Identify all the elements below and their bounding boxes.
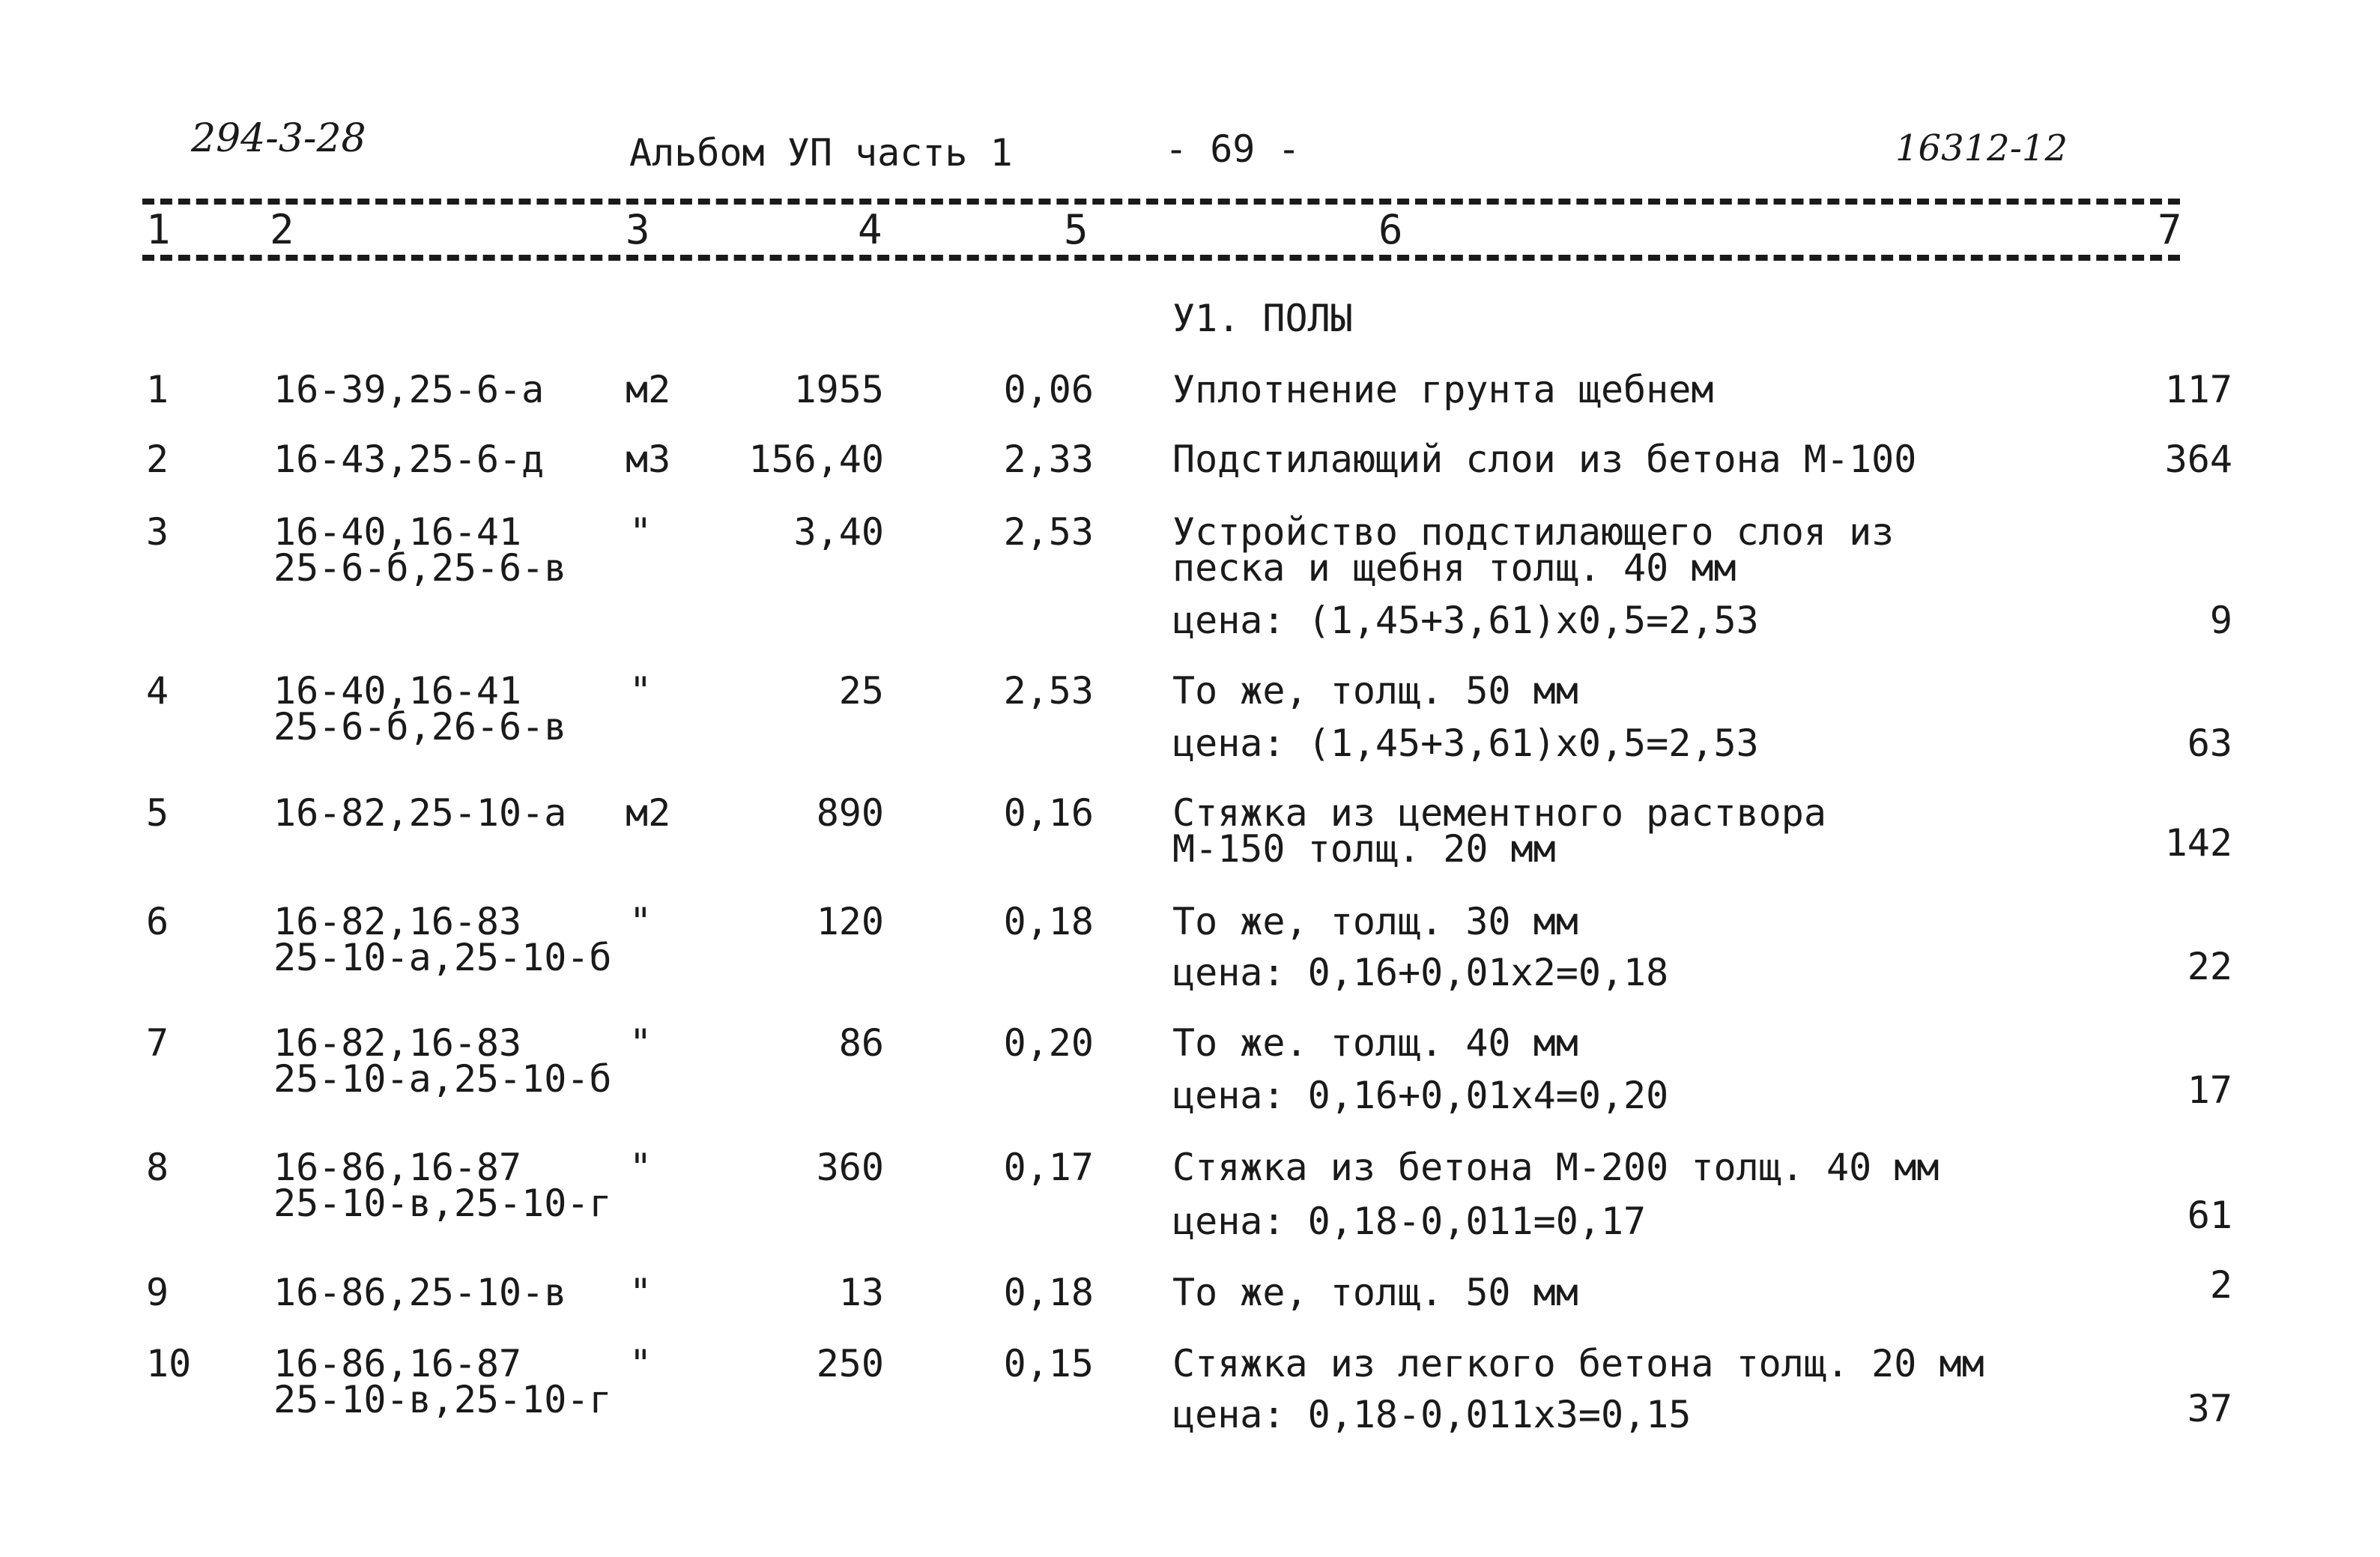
row-code: 16-86,16-87 xyxy=(273,1146,522,1189)
row-total: 9 xyxy=(2209,599,2232,642)
row-description-line2: песка и щебня толщ. 40 мм xyxy=(1172,546,1736,590)
row-price-note: цена: (1,45+3,61)х0,5=2,53 xyxy=(1172,722,1759,765)
row-total: 61 xyxy=(2187,1194,2232,1237)
row-quantity: 120 xyxy=(816,900,884,943)
row-price: 0,16 xyxy=(1003,791,1094,835)
row-total: 22 xyxy=(2187,945,2232,988)
row-quantity: 1955 xyxy=(793,368,884,411)
row-price: 2,53 xyxy=(1003,510,1094,554)
row-description: Уплотнение грунта щебнем xyxy=(1172,368,1714,411)
row-number: 9 xyxy=(146,1271,169,1314)
row-number: 8 xyxy=(146,1146,169,1189)
row-quantity: 890 xyxy=(816,791,884,835)
row-total: 2 xyxy=(2209,1263,2232,1307)
row-price-note: цена: 0,16+0,01х2=0,18 xyxy=(1172,951,1669,994)
col-num-1: 1 xyxy=(146,206,171,253)
row-description-line2: М-150 толщ. 20 мм xyxy=(1172,827,1556,871)
row-code: 16-43,25-6-д xyxy=(273,438,545,481)
col-num-5: 5 xyxy=(1064,206,1088,253)
row-description: То же, толщ. 50 мм xyxy=(1172,669,1578,713)
row-unit: " xyxy=(629,1021,652,1065)
row-code: 16-82,16-83 xyxy=(273,900,522,943)
row-price: 2,33 xyxy=(1003,438,1094,481)
row-price-note: цена: (1,45+3,61)х0,5=2,53 xyxy=(1172,599,1759,642)
row-price: 0,06 xyxy=(1003,368,1094,411)
col-num-7: 7 xyxy=(2158,206,2182,253)
row-code-line2: 25-10-а,25-10-б xyxy=(273,1057,612,1101)
col-num-3: 3 xyxy=(626,206,650,253)
row-code-line2: 25-10-в,25-10-г xyxy=(273,1182,612,1225)
row-number: 6 xyxy=(146,900,169,943)
row-description: Стяжка из цементного раствора xyxy=(1172,791,1826,835)
row-unit: " xyxy=(629,669,652,713)
col-num-2: 2 xyxy=(270,206,294,253)
row-code-line2: 25-6-б,26-6-в xyxy=(273,705,567,749)
row-number: 5 xyxy=(146,791,169,835)
row-unit: " xyxy=(629,1146,652,1189)
album-title: Альбом УП часть 1 xyxy=(629,131,1013,175)
row-total: 142 xyxy=(2164,821,2232,865)
col-num-4: 4 xyxy=(858,206,882,253)
row-unit: м3 xyxy=(626,438,671,481)
row-price-note: цена: 0,18-0,011=0,17 xyxy=(1172,1200,1647,1243)
row-quantity: 360 xyxy=(816,1146,884,1189)
row-description: То же, толщ. 50 мм xyxy=(1172,1271,1578,1314)
row-code-line2: 25-10-в,25-10-г xyxy=(273,1378,612,1421)
row-unit: " xyxy=(629,1271,652,1314)
row-code: 16-40,16-41 xyxy=(273,669,522,713)
doc-code: 294-3-28 xyxy=(191,116,366,161)
bottom-dashed-rule xyxy=(142,255,2180,261)
row-unit: " xyxy=(629,510,652,554)
row-number: 4 xyxy=(146,669,169,713)
row-quantity: 3,40 xyxy=(793,510,884,554)
row-code: 16-39,25-6-а xyxy=(273,368,545,411)
top-dashed-rule xyxy=(142,199,2180,205)
row-unit: м2 xyxy=(626,791,671,835)
row-number: 1 xyxy=(146,368,169,411)
row-description: То же, толщ. 30 мм xyxy=(1172,900,1578,943)
row-quantity: 156,40 xyxy=(748,438,884,481)
row-description: То же. толщ. 40 мм xyxy=(1172,1021,1578,1065)
row-unit: " xyxy=(629,1342,652,1385)
row-code: 16-40,16-41 xyxy=(273,510,522,554)
row-quantity: 250 xyxy=(816,1342,884,1385)
row-code: 16-86,16-87 xyxy=(273,1342,522,1385)
page-number: - 69 - xyxy=(1165,127,1300,171)
row-description: Устройство подстилающего слоя из xyxy=(1172,510,1895,554)
row-quantity: 13 xyxy=(838,1271,884,1314)
row-price: 0,18 xyxy=(1003,1271,1094,1314)
row-description: Стяжка из легкого бетона толщ. 20 мм xyxy=(1172,1342,1984,1385)
row-price: 0,15 xyxy=(1003,1342,1094,1385)
row-price-note: цена: 0,16+0,01х4=0,20 xyxy=(1172,1074,1669,1117)
row-unit: " xyxy=(629,900,652,943)
row-number: 3 xyxy=(146,510,169,554)
row-total: 17 xyxy=(2187,1068,2232,1112)
row-price: 0,18 xyxy=(1003,900,1094,943)
section-title: У1. ПОЛЫ xyxy=(1172,297,1353,340)
row-price: 2,53 xyxy=(1003,669,1094,713)
row-code: 16-82,16-83 xyxy=(273,1021,522,1065)
row-total: 117 xyxy=(2164,368,2232,411)
row-code: 16-86,25-10-в xyxy=(273,1271,567,1314)
row-code-line2: 25-10-а,25-10-б xyxy=(273,936,612,979)
row-number: 7 xyxy=(146,1021,169,1065)
row-number: 2 xyxy=(146,438,169,481)
row-price-note: цена: 0,18-0,011х3=0,15 xyxy=(1172,1393,1692,1436)
row-quantity: 25 xyxy=(838,669,884,713)
row-description: Стяжка из бетона М-200 толщ. 40 мм xyxy=(1172,1146,1940,1189)
row-code-line2: 25-6-б,25-6-в xyxy=(273,546,567,590)
row-total: 37 xyxy=(2187,1387,2232,1430)
row-description: Подстилающий слои из бетона М-100 xyxy=(1172,438,1917,481)
row-unit: м2 xyxy=(626,368,671,411)
sheet-code: 16312-12 xyxy=(1895,127,2068,169)
row-total: 63 xyxy=(2187,722,2232,765)
row-number: 10 xyxy=(146,1342,192,1385)
row-quantity: 86 xyxy=(838,1021,884,1065)
row-price: 0,17 xyxy=(1003,1146,1094,1189)
row-code: 16-82,25-10-а xyxy=(273,791,567,835)
row-price: 0,20 xyxy=(1003,1021,1094,1065)
row-total: 364 xyxy=(2164,438,2232,481)
col-num-6: 6 xyxy=(1378,206,1403,253)
